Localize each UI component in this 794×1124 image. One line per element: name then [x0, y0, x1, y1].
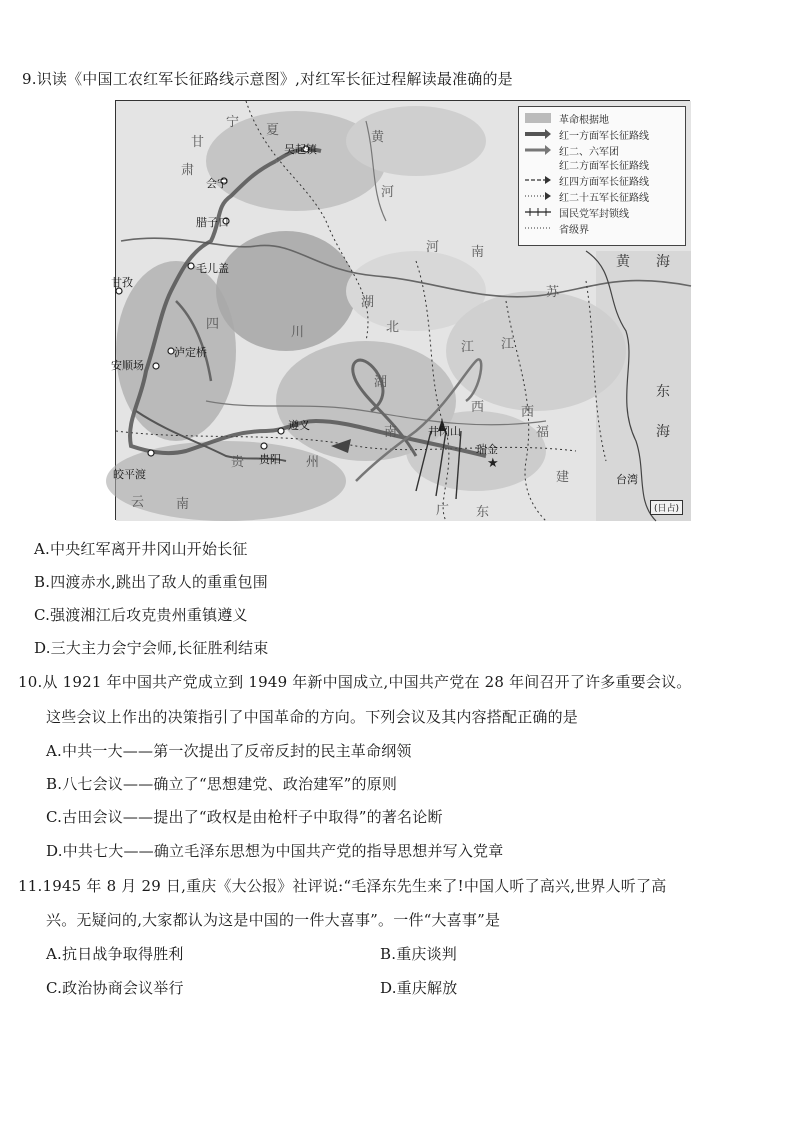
region-label: 云 [131, 495, 145, 510]
region-label: 贵 [231, 455, 245, 470]
region-label: 四 [206, 317, 220, 332]
q9-option-b[interactable]: B.四渡赤水,跳出了敌人的重重包围 [34, 573, 268, 591]
place-label: 吴起镇 [284, 143, 317, 156]
region-label: 南 [176, 497, 190, 512]
region-label: 河 [426, 240, 440, 255]
q11-option-c[interactable]: C.政治协商会议举行 [46, 979, 184, 997]
q10-option-b[interactable]: B.八七会议——确立了“思想建党、政治建军”的原则 [46, 775, 398, 793]
region-label: 福 [536, 425, 550, 440]
place-label: 安顺场 [111, 359, 144, 372]
region-label: 州 [306, 455, 320, 470]
map-credit: (日占) [650, 500, 683, 515]
q9-stem: 9.识读《中国工农红军长征路线示意图》,对红军长征过程解读最准确的是 [22, 70, 513, 88]
svg-text:★: ★ [487, 456, 499, 471]
region-label: 南 [384, 425, 398, 440]
region-label: 广 [436, 503, 450, 518]
region-label: 湖 [374, 375, 388, 390]
region-label: 苏 [546, 285, 560, 300]
region-label: 河 [381, 185, 395, 200]
region-label: 夏 [266, 123, 280, 138]
region-label: 甘 [191, 135, 205, 150]
q10-option-c[interactable]: C.古田会议——提出了“政权是由枪杆子中取得”的著名论断 [46, 808, 443, 826]
place-label: 甘孜 [111, 276, 133, 289]
q10-option-d[interactable]: D.中共七大——确立毛泽东思想为中国共产党的指导思想并写入党章 [46, 842, 504, 860]
q11-stem-line2: 兴。无疑问的,大家都认为这是中国的一件大喜事”。一件“大喜事”是 [46, 911, 501, 929]
region-label: 南 [471, 245, 485, 260]
region-label: 江 [461, 340, 475, 355]
place-label: 贵阳 [259, 453, 281, 466]
region-label: 西 [521, 405, 535, 420]
sea-label: 东 [656, 384, 670, 400]
region-label: 建 [556, 470, 570, 485]
long-march-map [111, 100, 690, 520]
region-label: 黄 [371, 130, 385, 145]
sea-label: 台湾 [616, 473, 638, 486]
region-label: 肃 [181, 163, 195, 178]
place-label: 井冈山 [428, 425, 461, 438]
place-label: 泸定桥 [174, 346, 207, 359]
q11-stem-line1: 11.1945 年 8 月 29 日,重庆《大公报》社评说:“毛泽东先生来了!中国人听了高兴,世界人听了高 [18, 877, 667, 895]
region-label: 北 [386, 320, 400, 335]
sea-label: 海 [656, 424, 670, 440]
sea-label: 黄 [616, 254, 630, 270]
q10-stem-line1: 10.从 1921 年中国共产党成立到 1949 年新中国成立,中国共产党在 28 年间召开了许多重要会议。 [18, 673, 692, 691]
q10-option-a[interactable]: A.中共一大——第一次提出了反帝反封的民主革命纲领 [46, 742, 412, 760]
region-label: 宁 [226, 115, 240, 130]
place-label: 毛儿盖 [196, 262, 229, 275]
q11-option-a[interactable]: A.抗日战争取得胜利 [46, 945, 184, 963]
q9-option-d[interactable]: D.三大主力会宁会师,长征胜利结束 [34, 639, 269, 657]
place-label: 腊子口 [196, 216, 229, 229]
region-label: 湖 [361, 295, 375, 310]
place-label: 瑞金 [476, 443, 498, 456]
sea-label: 海 [656, 254, 670, 270]
place-label: 会宁 [206, 177, 228, 190]
place-label: 遵义 [288, 419, 310, 432]
region-label: 西 [471, 400, 485, 415]
place-label: 皎平渡 [113, 468, 146, 481]
map-legend: 革命根据地 红一方面军长征路线 红二、六军团 红二方面军长征路线 红四方面军长征路线 红二十五军长征路线 国民党军封锁线 省级界 [518, 106, 686, 246]
q9-option-c[interactable]: C.强渡湘江后攻克贵州重镇遵义 [34, 606, 248, 624]
region-label: 东 [476, 505, 490, 520]
q10-stem-line2: 这些会议上作出的决策指引了中国革命的方向。下列会议及其内容搭配正确的是 [46, 708, 579, 726]
region-label: 川 [291, 325, 305, 340]
region-label: 江 [501, 337, 515, 352]
q11-option-d[interactable]: D.重庆解放 [380, 979, 458, 997]
q9-option-a[interactable]: A.中央红军离开井冈山开始长征 [34, 540, 248, 558]
q11-option-b[interactable]: B.重庆谈判 [380, 945, 457, 963]
